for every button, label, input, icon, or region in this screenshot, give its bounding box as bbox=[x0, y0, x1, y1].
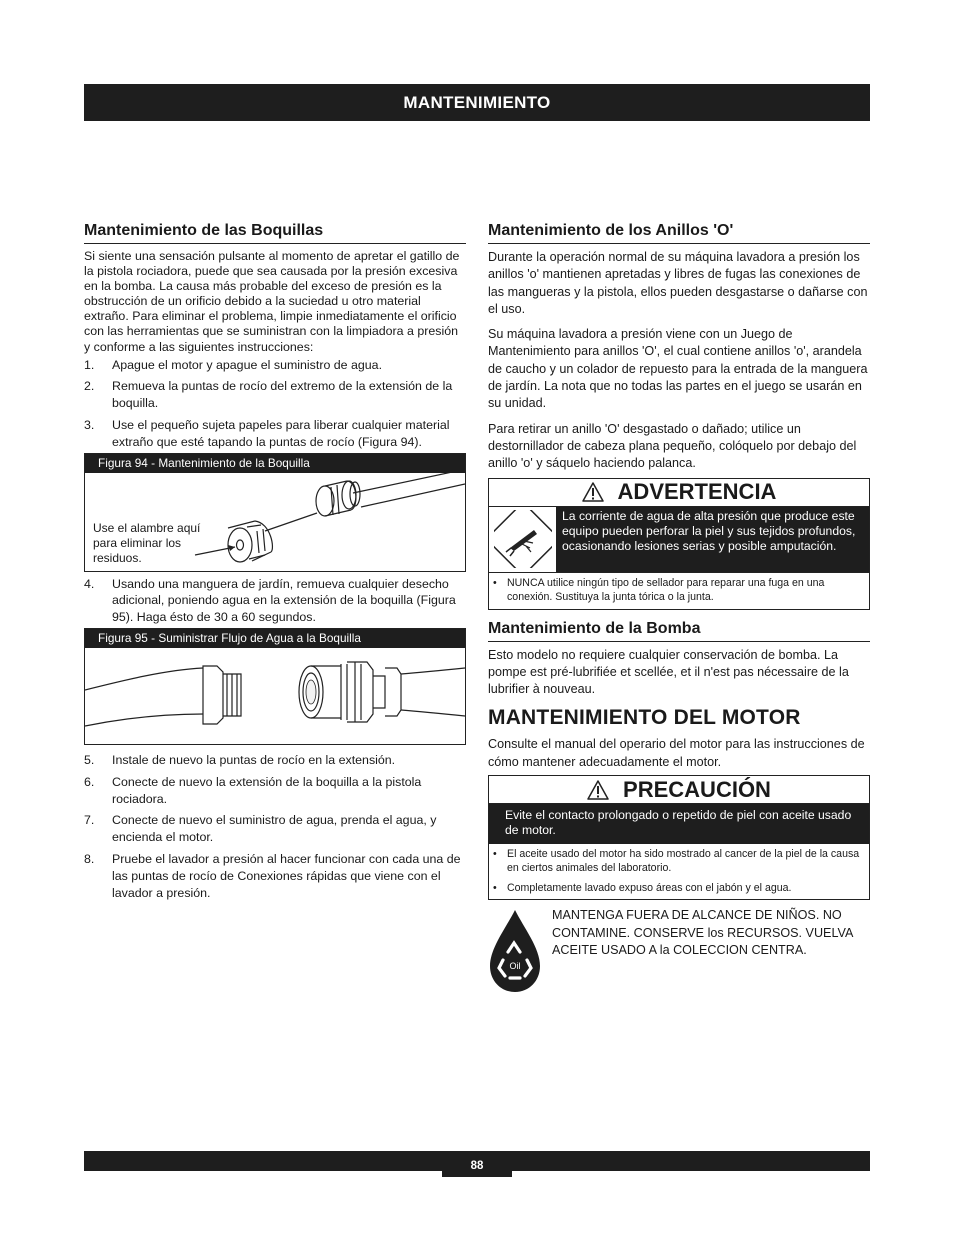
warning-triangle-icon bbox=[582, 482, 604, 502]
figure-95-caption: Figura 95 - Suministrar Flujo de Agua a la Boquilla bbox=[85, 629, 465, 648]
pump-maintenance-heading: Mantenimiento de la Bomba bbox=[488, 620, 870, 642]
right-column bbox=[488, 222, 870, 994]
step-item: 8. Pruebe el lavador a presión al hacer funcionar con cada una de las puntas de rocío de Conexiones rápidas que viene con el lavador a presión. bbox=[84, 852, 461, 900]
section-banner: MANTENIMIENTO bbox=[84, 84, 870, 121]
warning-list bbox=[489, 572, 869, 609]
caution-list bbox=[489, 844, 869, 900]
motor-maintenance-heading: MANTENIMIENTO DEL MOTOR bbox=[488, 706, 801, 730]
step-item: 7. Conecte de nuevo el suministro de agua, prenda el agua, y encienda el motor. bbox=[84, 813, 437, 845]
oil-icon-label: Oil bbox=[509, 961, 521, 972]
figure-94-illustration bbox=[85, 473, 465, 571]
injection-hazard-icon bbox=[489, 507, 556, 572]
steps-list-b bbox=[84, 576, 466, 626]
figure-95 bbox=[84, 628, 466, 745]
oring-paragraph-1: Durante la operación normal de su máquina lavadora a presión los anillos 'o' mantienen apretadas y libres de fugas las conexiones de las mangueras y la pistola, ellos pueden desgastarse o dañarse con el uso. bbox=[488, 250, 868, 316]
step-item: 3. Use el pequeño sujeta papeles para liberar cualquier material extraño que esté tapando la puntas de rocío (Figura 94). bbox=[84, 418, 450, 449]
step-item: 4. Usando una manguera de jardín, remueva cualquier desecho adicional, poniendo agua en la extensión de la boquilla (Figura 95). Haga ésto de 30 a 60 segundos. bbox=[84, 576, 456, 625]
warning-text: La corriente de agua de alta presión que produce este equipo pueden perforar la piel y sus tejidos profundos, ocasionando lesiones serias y posible amputación. bbox=[556, 507, 869, 572]
step-item: 6. Conecte de nuevo la extensión de la boquilla a la pistola rociadora. bbox=[84, 774, 422, 806]
warning-header bbox=[489, 479, 869, 507]
pump-paragraph: Esto modelo no requiere cualquier conservación de bomba. La pompe est pré-lubrifiée et scellée, et il n'est pas nécessaire de la lubrifier à nouveau. bbox=[488, 647, 849, 697]
step-item: 2. Remueva la puntas de rocío del extremo de la extensión de la boquilla. bbox=[84, 379, 453, 411]
oring-paragraph-2: Su máquina lavadora a presión viene con un Juego de Mantenimiento para anillos 'O', el cual contiene anillos 'o', arandela de caucho y un colador de repuesto para la entrada de la manguera de jardín. La nota que no todas las partes en el juego se usarán en su unidad. bbox=[488, 327, 868, 411]
warning-box bbox=[488, 478, 870, 610]
figure-95-illustration bbox=[85, 648, 465, 744]
caution-title: PRECAUCIÓN bbox=[623, 776, 771, 802]
steps-list-a bbox=[84, 357, 466, 451]
oil-notice-text: MANTENGA FUERA DE ALCANCE DE NIÑOS. NO CONTAMINE. CONSERVE los RECURSOS. VUELVA ACEITE USADO A la COLECCION CENTRA. bbox=[552, 908, 853, 957]
warning-body bbox=[489, 507, 869, 572]
step-item: 1. Apague el motor y apague el suministro de agua. bbox=[84, 357, 383, 372]
nozzle-intro-text: Si siente una sensación pulsante al momento de apretar el gatillo de la pistola rociadora, puede que sea causada por la presión excesiva en la bomba. La causa más probable del exceso de presión es la obstrucción de un orificio debido a la suciedad u otro material extraño. Para eliminar el problema, limpie inmediatamente el orificio con las herramientas que se suministran con la limpiadora a presión y conforme a las siguientes instrucciones: bbox=[84, 249, 460, 354]
caution-text: Evite el contacto prolongado o repetido de piel con aceite usado de motor. bbox=[489, 804, 869, 844]
page-number: 88 bbox=[442, 1151, 512, 1177]
warning-title: ADVERTENCIA bbox=[617, 479, 777, 505]
list-item: • Completamente lavado expuso áreas con el jabón y el agua. bbox=[493, 881, 861, 896]
motor-paragraph: Consulte el manual del operario del motor para las instrucciones de cómo mantener adecuadamente el motor. bbox=[488, 737, 865, 769]
oring-paragraph-3: Para retirar un anillo 'O' desgastado o dañado; utilice un destornillador de cabeza plana pequeño, colóquelo por debajo del anillo 'o' y sáquelo haciendo palanca. bbox=[488, 421, 857, 471]
figure-94-caption: Figura 94 - Mantenimiento de la Boquilla bbox=[85, 454, 465, 473]
hose-coupling-drawing bbox=[85, 648, 465, 744]
oring-maintenance-heading: Mantenimiento de los Anillos 'O' bbox=[488, 222, 870, 244]
figure-94-note: Use el alambre aquí para eliminar los residuos. bbox=[93, 520, 201, 566]
list-item: • El aceite usado del motor ha sido mostrado al cancer de la piel de la causa en ciertos animales del laboratorio. bbox=[493, 847, 861, 876]
left-column bbox=[84, 222, 466, 906]
oil-drop-recycle-icon bbox=[488, 908, 542, 994]
oil-recycle-notice bbox=[488, 908, 870, 994]
caution-box bbox=[488, 775, 870, 900]
step-item: 5. Instale de nuevo la puntas de rocío en la extensión. bbox=[84, 753, 396, 768]
caution-triangle-icon bbox=[587, 780, 609, 800]
steps-list-c bbox=[84, 752, 466, 901]
list-item: • NUNCA utilice ningún tipo de sellador para reparar una fuga en una conexión. Sustituya la junta tórica o la junta. bbox=[493, 576, 861, 605]
nozzle-maintenance-heading: Mantenimiento de las Boquillas bbox=[84, 222, 466, 244]
caution-header bbox=[489, 776, 869, 804]
figure-94 bbox=[84, 453, 466, 572]
